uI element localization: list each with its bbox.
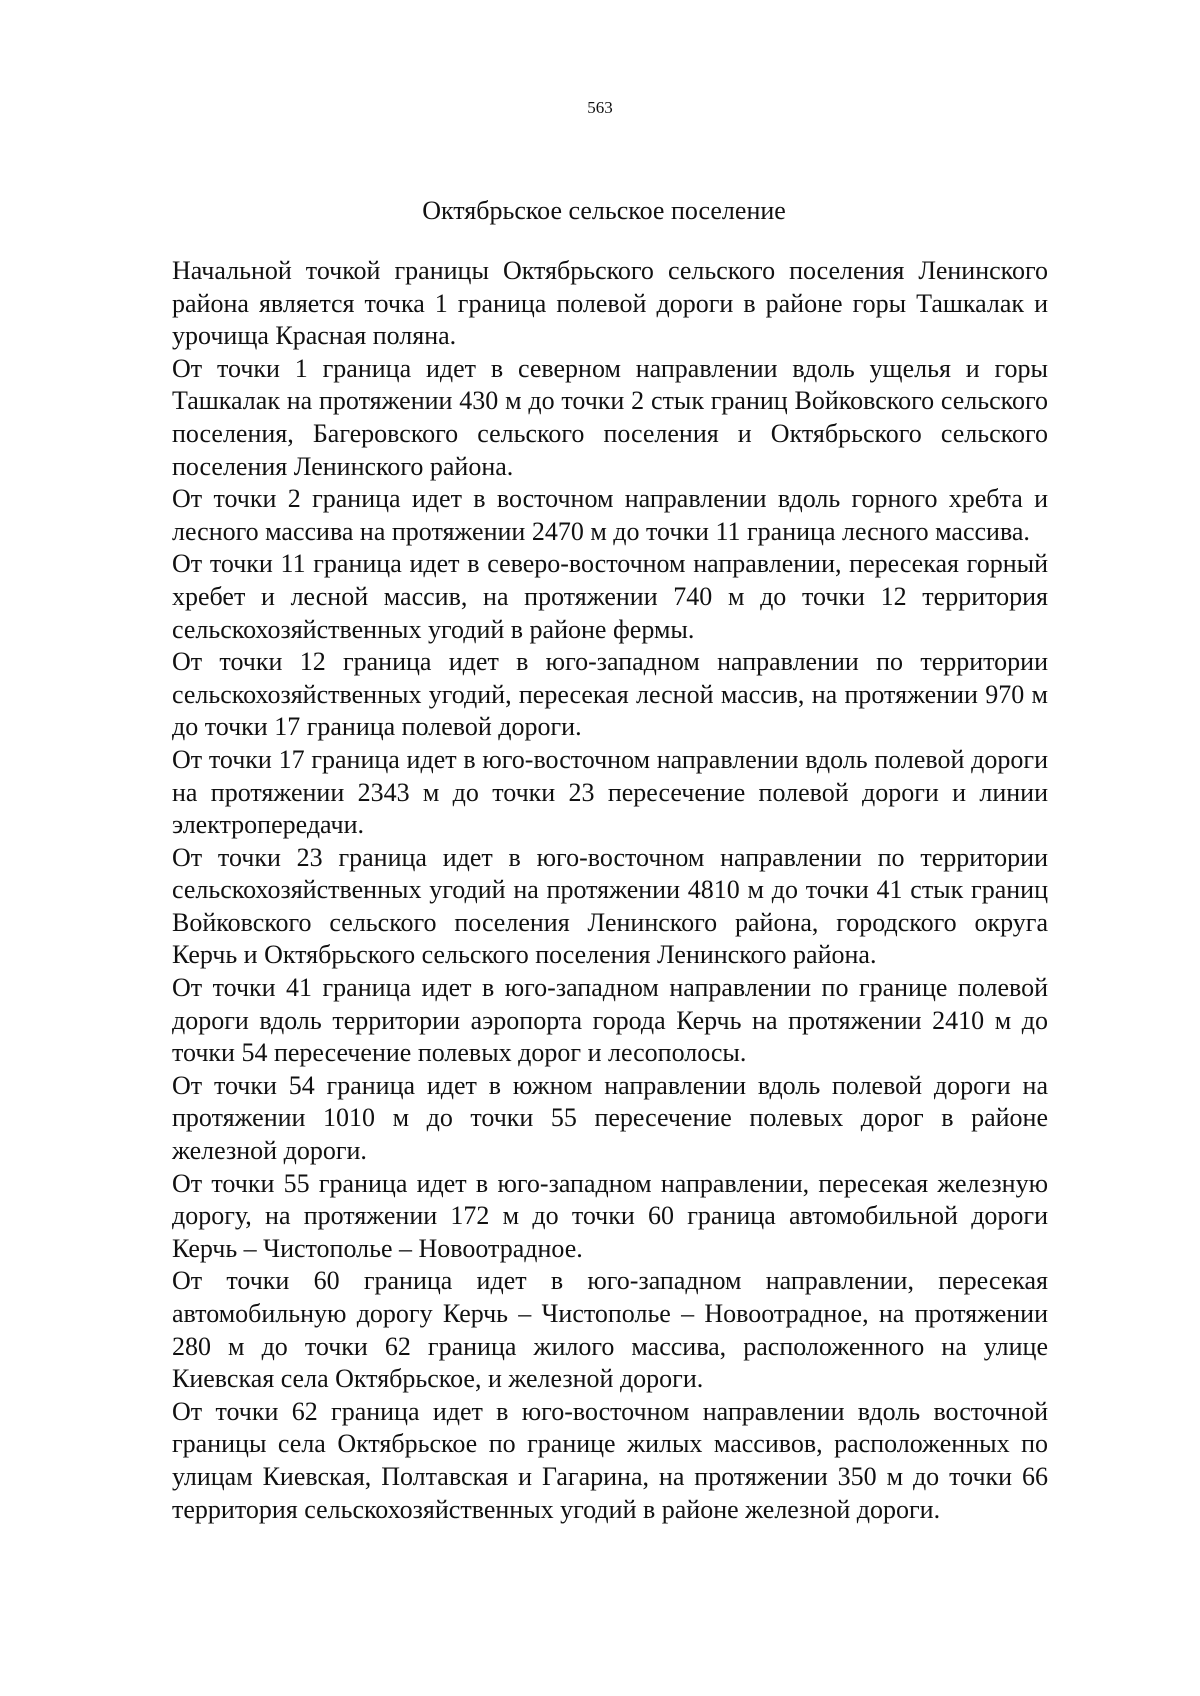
page-number: 563 xyxy=(587,98,613,117)
paragraph: От точки 23 граница идет в юго-восточном направлении по территории сельскохозяйственных угодий на протяжении 4810 м до точки 41 стык границ Войковского сельского поселения Ленинского района, городского округа Керчь и Октябрьского сельского поселения Ленинского района. xyxy=(172,842,1048,970)
paragraph: Начальной точкой границы Октябрьского сельского поселения Ленинского района является точка 1 граница полевой дороги в районе горы Ташкалак и урочища Красная поляна. xyxy=(172,256,1048,351)
paragraph: От точки 54 граница идет в южном направлении вдоль полевой дороги на протяжении 1010 м до точки 55 пересечение полевых дорог в районе железной дороги. xyxy=(172,1070,1048,1166)
section-title: Октябрьское сельское поселение xyxy=(422,196,786,225)
paragraph: От точки 11 граница идет в северо-восточном направлении, пересекая горный хребет и лесной массив, на протяжении 740 м до точки 12 территория сельскохозяйственных угодий в районе фермы. xyxy=(172,549,1048,644)
paragraph: От точки 60 граница идет в юго-западном направлении, пересекая автомобильную дорогу Керчь – Чистополье – Новоотрадное, на протяжении 280 м до точки 62 граница жилого массива, расположенного на улице Киевская села Октябрьское, и железной дороги. xyxy=(172,1266,1048,1394)
paragraph: От точки 62 граница идет в юго-восточном направлении вдоль восточной границы села Октябрьское по границе жилых массивов, расположенных по улицам Киевская, Полтавская и Гагарина, на протяжении 350 м до точки 66 территория сельскохозяйственных угодий в районе железной дороги. xyxy=(172,1396,1048,1524)
paragraph: От точки 1 граница идет в северном направлении вдоль ущелья и горы Ташкалак на протяжении 430 м до точки 2 стык границ Войковского сельского поселения, Багеровского сельского поселения и Октябрьского сельского поселения Ленинского района. xyxy=(172,353,1048,481)
paragraph: От точки 17 граница идет в юго-восточном направлении вдоль полевой дороги на протяжении 2343 м до точки 23 пересечение полевой дороги и линии электропередачи. xyxy=(172,744,1048,840)
paragraph: От точки 12 граница идет в юго-западном направлении по территории сельскохозяйственных угодий, пересекая лесной массив, на протяжении 970 м до точки 17 граница полевой дороги. xyxy=(172,647,1048,742)
body-text xyxy=(172,255,1048,1526)
paragraph: От точки 41 граница идет в юго-западном направлении по границе полевой дороги вдоль территории аэропорта города Керчь на протяжении 2410 м до точки 54 пересечение полевых дорог и лесополосы. xyxy=(172,973,1048,1068)
paragraph: От точки 2 граница идет в восточном направлении вдоль горного хребта и лесного массива на протяжении 2470 м до точки 11 граница лесного массива. xyxy=(172,484,1048,546)
paragraph: От точки 55 граница идет в юго-западном направлении, пересекая железную дорогу, на протяжении 172 м до точки 60 граница автомобильной дороги Керчь – Чистополье – Новоотрадное. xyxy=(172,1168,1048,1263)
